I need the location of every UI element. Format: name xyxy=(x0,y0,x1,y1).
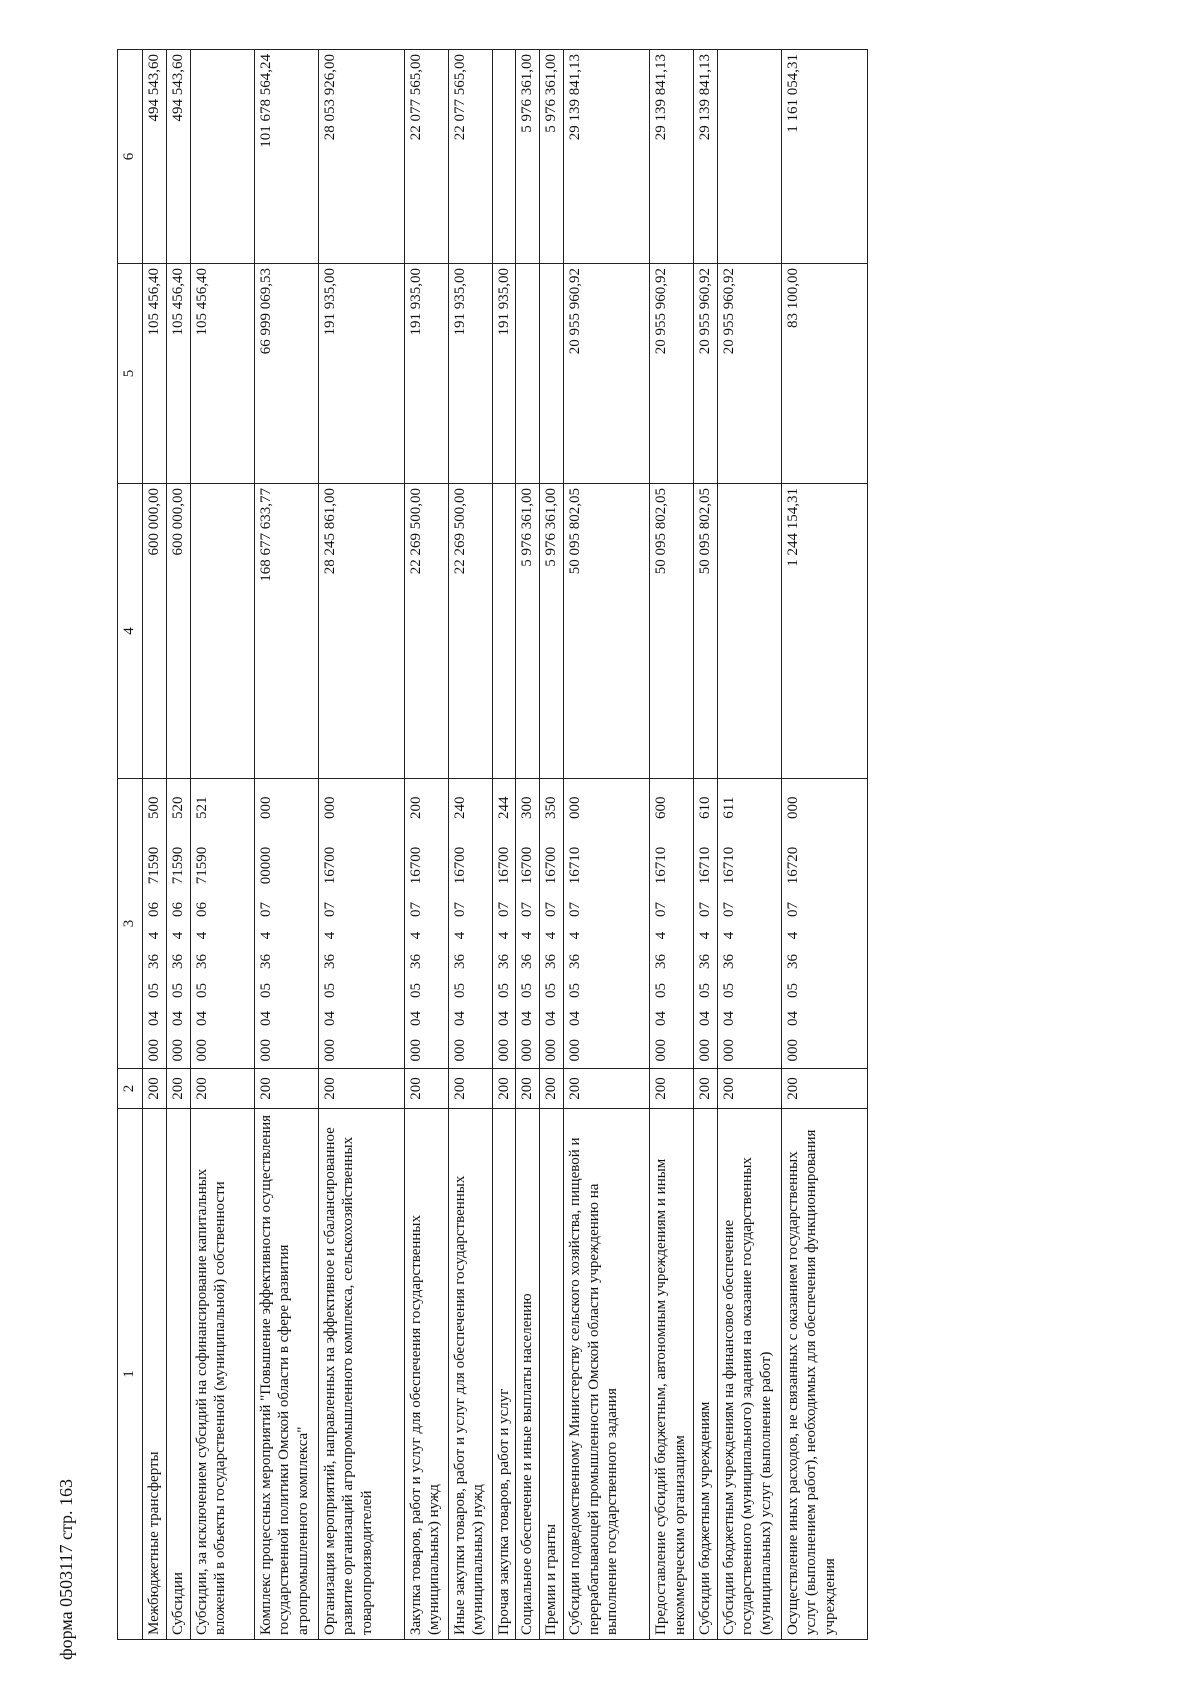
row-executed xyxy=(516,264,540,484)
col-header-unexecuted: 6 xyxy=(118,50,143,264)
row-kbk-part: 04 xyxy=(190,1005,254,1033)
row-approved: 1 244 154,31 xyxy=(781,484,867,779)
row-kbk-part: 05 xyxy=(143,977,167,1005)
row-approved: 600 000,00 xyxy=(166,484,190,779)
row-kbk-part: 05 xyxy=(516,977,540,1005)
table-row xyxy=(318,50,404,1640)
row-unexecuted: 22 077 565,00 xyxy=(404,50,448,264)
budget-execution-table xyxy=(117,49,868,1640)
row-approved: 50 095 802,05 xyxy=(693,484,717,779)
row-kbk-part: 36 xyxy=(717,947,781,977)
row-kbk-part: 07 xyxy=(448,895,492,925)
row-kbk-part: 000 xyxy=(254,1033,318,1069)
row-executed: 105 456,40 xyxy=(166,264,190,484)
row-kbk-part: 16710 xyxy=(563,837,649,895)
row-approved: 5 976 361,00 xyxy=(516,484,540,779)
row-unexecuted: 29 139 841,13 xyxy=(649,50,693,264)
row-kbk-part: 04 xyxy=(540,1005,564,1033)
row-executed: 105 456,40 xyxy=(143,264,167,484)
row-kbk-part: 07 xyxy=(563,895,649,925)
row-kbk-part: 04 xyxy=(516,1005,540,1033)
row-kbk-part: 4 xyxy=(404,925,448,947)
row-kbk-part: 04 xyxy=(693,1005,717,1033)
row-line-code: 200 xyxy=(563,1069,649,1109)
row-kbk-part: 05 xyxy=(318,977,404,1005)
col-header-kbk: 3 xyxy=(118,779,143,1069)
table-row xyxy=(717,50,781,1640)
row-line-code: 200 xyxy=(781,1069,867,1109)
row-kbk-part: 04 xyxy=(563,1005,649,1033)
row-kbk-part: 05 xyxy=(492,977,516,1005)
row-kbk-part: 16710 xyxy=(717,837,781,895)
row-approved: 600 000,00 xyxy=(143,484,167,779)
row-kbk-part: 36 xyxy=(318,947,404,977)
row-kbk-part: 4 xyxy=(563,925,649,947)
table-row xyxy=(404,50,448,1640)
row-kbk-part: 000 xyxy=(448,1033,492,1069)
row-kbk-part: 36 xyxy=(563,947,649,977)
row-kbk-part: 07 xyxy=(516,895,540,925)
row-kbk-part: 16720 xyxy=(781,837,867,895)
row-approved: 5 976 361,00 xyxy=(540,484,564,779)
row-kbk-part: 07 xyxy=(693,895,717,925)
row-kbk-part: 4 xyxy=(166,925,190,947)
row-executed: 66 999 069,53 xyxy=(254,264,318,484)
row-line-code: 200 xyxy=(143,1069,167,1109)
budget-table-sheet xyxy=(117,50,1072,1640)
row-kbk-part: 4 xyxy=(540,925,564,947)
row-executed: 20 955 960,92 xyxy=(649,264,693,484)
row-kbk-part: 000 xyxy=(492,1033,516,1069)
row-kbk-part: 07 xyxy=(540,895,564,925)
row-approved xyxy=(190,484,254,779)
row-name: Субсидии xyxy=(166,1109,190,1640)
row-kbk-part: 36 xyxy=(649,947,693,977)
row-unexecuted: 29 139 841,13 xyxy=(693,50,717,264)
row-unexecuted: 28 053 926,00 xyxy=(318,50,404,264)
row-executed: 20 955 960,92 xyxy=(563,264,649,484)
row-line-code: 200 xyxy=(717,1069,781,1109)
row-kbk-part: 07 xyxy=(717,895,781,925)
row-kbk-part: 04 xyxy=(318,1005,404,1033)
row-approved: 22 269 500,00 xyxy=(404,484,448,779)
row-kbk-part: 36 xyxy=(516,947,540,977)
col-header-name: 1 xyxy=(118,1109,143,1640)
col-header-executed: 5 xyxy=(118,264,143,484)
row-kbk-part: 06 xyxy=(143,895,167,925)
row-kbk-part: 000 xyxy=(166,1033,190,1069)
row-kbk-part: 05 xyxy=(563,977,649,1005)
row-executed: 191 935,00 xyxy=(404,264,448,484)
row-kbk-part: 4 xyxy=(143,925,167,947)
row-kbk-part: 000 xyxy=(563,779,649,837)
row-line-code: 200 xyxy=(166,1069,190,1109)
row-kbk-part: 610 xyxy=(693,779,717,837)
row-kbk-part: 4 xyxy=(516,925,540,947)
row-kbk-part: 000 xyxy=(318,1033,404,1069)
row-kbk-part: 36 xyxy=(448,947,492,977)
row-executed: 191 935,00 xyxy=(492,264,516,484)
row-executed: 20 955 960,92 xyxy=(693,264,717,484)
row-executed: 20 955 960,92 xyxy=(717,264,781,484)
table-row xyxy=(649,50,693,1640)
table-row xyxy=(143,50,167,1640)
row-executed: 83 100,00 xyxy=(781,264,867,484)
row-kbk-part: 04 xyxy=(649,1005,693,1033)
row-kbk-part: 000 xyxy=(781,779,867,837)
row-kbk-part: 16700 xyxy=(448,837,492,895)
row-kbk-part: 07 xyxy=(492,895,516,925)
row-line-code: 200 xyxy=(540,1069,564,1109)
row-kbk-part: 06 xyxy=(190,895,254,925)
row-kbk-part: 04 xyxy=(448,1005,492,1033)
row-unexecuted: 494 543,60 xyxy=(143,50,167,264)
row-kbk-part: 000 xyxy=(540,1033,564,1069)
row-kbk-part: 05 xyxy=(448,977,492,1005)
table-row xyxy=(254,50,318,1640)
row-name: Социальное обеспечение и иные выплаты населению xyxy=(516,1109,540,1640)
row-approved: 50 095 802,05 xyxy=(563,484,649,779)
row-kbk-part: 4 xyxy=(492,925,516,947)
row-kbk-part: 16710 xyxy=(649,837,693,895)
row-kbk-part: 000 xyxy=(516,1033,540,1069)
row-kbk-part: 16700 xyxy=(492,837,516,895)
row-kbk-part: 36 xyxy=(693,947,717,977)
row-unexecuted: 494 543,60 xyxy=(166,50,190,264)
row-kbk-part: 00000 xyxy=(254,837,318,895)
row-kbk-part: 06 xyxy=(166,895,190,925)
row-kbk-part: 36 xyxy=(190,947,254,977)
row-kbk-part: 04 xyxy=(143,1005,167,1033)
row-kbk-part: 07 xyxy=(318,895,404,925)
row-name: Комплекс процессных мероприятий "Повышение эффективности осуществления государственной политики Омской области в сфере развития агропромышленного комплекса" xyxy=(254,1109,318,1640)
row-approved: 28 245 861,00 xyxy=(318,484,404,779)
row-unexecuted: 5 976 361,00 xyxy=(540,50,564,264)
table-row xyxy=(563,50,649,1640)
row-kbk-part: 000 xyxy=(693,1033,717,1069)
row-line-code: 200 xyxy=(693,1069,717,1109)
row-kbk-part: 04 xyxy=(717,1005,781,1033)
row-unexecuted xyxy=(492,50,516,264)
row-kbk-part: 4 xyxy=(693,925,717,947)
row-line-code: 200 xyxy=(404,1069,448,1109)
row-kbk-part: 07 xyxy=(254,895,318,925)
row-kbk-part: 36 xyxy=(404,947,448,977)
table-row xyxy=(492,50,516,1640)
row-kbk-part: 200 xyxy=(404,779,448,837)
row-name: Субсидии бюджетным учреждениям на финансовое обеспечение государственного (муниципального) задания на оказание государственных (муниципальных) услуг (выполнение работ) xyxy=(717,1109,781,1640)
row-kbk-part: 71590 xyxy=(143,837,167,895)
row-line-code: 200 xyxy=(254,1069,318,1109)
row-line-code: 200 xyxy=(516,1069,540,1109)
row-kbk-part: 4 xyxy=(781,925,867,947)
row-kbk-part: 4 xyxy=(190,925,254,947)
row-name: Прочая закупка товаров, работ и услуг xyxy=(492,1109,516,1640)
row-kbk-part: 000 xyxy=(254,779,318,837)
header-row xyxy=(118,50,143,1640)
row-kbk-part: 520 xyxy=(166,779,190,837)
row-kbk-part: 4 xyxy=(254,925,318,947)
row-kbk-part: 71590 xyxy=(190,837,254,895)
row-name: Закупка товаров, работ и услуг для обеспечения государственных (муниципальных) нужд xyxy=(404,1109,448,1640)
row-kbk-part: 000 xyxy=(717,1033,781,1069)
row-kbk-part: 500 xyxy=(143,779,167,837)
row-kbk-part: 4 xyxy=(318,925,404,947)
row-unexecuted xyxy=(717,50,781,264)
row-kbk-part: 05 xyxy=(717,977,781,1005)
table-body xyxy=(143,50,868,1640)
row-name: Предоставление субсидий бюджетным, автономным учреждениям и иным некоммерческим организациям xyxy=(649,1109,693,1640)
row-kbk-part: 05 xyxy=(649,977,693,1005)
row-kbk-part: 36 xyxy=(254,947,318,977)
row-unexecuted: 1 161 054,31 xyxy=(781,50,867,264)
row-kbk-part: 300 xyxy=(516,779,540,837)
row-kbk-part: 04 xyxy=(404,1005,448,1033)
row-line-code: 200 xyxy=(190,1069,254,1109)
row-kbk-part: 36 xyxy=(540,947,564,977)
row-kbk-part: 000 xyxy=(649,1033,693,1069)
row-kbk-part: 05 xyxy=(190,977,254,1005)
row-kbk-part: 000 xyxy=(318,779,404,837)
row-unexecuted: 22 077 565,00 xyxy=(448,50,492,264)
row-kbk-part: 000 xyxy=(563,1033,649,1069)
row-name: Субсидии бюджетным учреждениям xyxy=(693,1109,717,1640)
row-name: Осуществление иных расходов, не связанных с оказанием государственных услуг (выполнением работ), необходимых для обеспечения функционирования учреждения xyxy=(781,1109,867,1640)
row-kbk-part: 05 xyxy=(166,977,190,1005)
table-row xyxy=(166,50,190,1640)
row-line-code: 200 xyxy=(448,1069,492,1109)
row-kbk-part: 04 xyxy=(781,1005,867,1033)
row-kbk-part: 244 xyxy=(492,779,516,837)
row-executed: 105 456,40 xyxy=(190,264,254,484)
row-unexecuted: 29 139 841,13 xyxy=(563,50,649,264)
row-kbk-part: 71590 xyxy=(166,837,190,895)
row-kbk-part: 16700 xyxy=(404,837,448,895)
row-kbk-part: 05 xyxy=(693,977,717,1005)
row-kbk-part: 4 xyxy=(717,925,781,947)
row-line-code: 200 xyxy=(492,1069,516,1109)
table-row xyxy=(448,50,492,1640)
row-name: Межбюджетные трансферты xyxy=(143,1109,167,1640)
row-kbk-part: 36 xyxy=(492,947,516,977)
row-kbk-part: 36 xyxy=(781,947,867,977)
row-kbk-part: 350 xyxy=(540,779,564,837)
row-kbk-part: 000 xyxy=(190,1033,254,1069)
row-kbk-part: 4 xyxy=(649,925,693,947)
row-kbk-part: 05 xyxy=(781,977,867,1005)
row-kbk-part: 000 xyxy=(781,1033,867,1069)
row-name: Субсидии подведомственному Министерству сельского хозяйства, пищевой и перерабатывающей промышленности Омской области учреждению на выполнение государственного задания xyxy=(563,1109,649,1640)
row-kbk-part: 07 xyxy=(781,895,867,925)
row-kbk-part: 04 xyxy=(166,1005,190,1033)
row-unexecuted: 5 976 361,00 xyxy=(516,50,540,264)
col-header-approved: 4 xyxy=(118,484,143,779)
row-approved: 168 677 633,77 xyxy=(254,484,318,779)
row-line-code: 200 xyxy=(649,1069,693,1109)
row-unexecuted: 101 678 564,24 xyxy=(254,50,318,264)
row-kbk-part: 521 xyxy=(190,779,254,837)
row-approved: 22 269 500,00 xyxy=(448,484,492,779)
row-kbk-part: 16700 xyxy=(540,837,564,895)
row-kbk-part: 36 xyxy=(166,947,190,977)
row-kbk-part: 36 xyxy=(143,947,167,977)
row-name: Премии и гранты xyxy=(540,1109,564,1640)
row-name: Иные закупки товаров, работ и услуг для обеспечения государственных (муниципальных) нужд xyxy=(448,1109,492,1640)
table-row xyxy=(693,50,717,1640)
row-kbk-part: 000 xyxy=(404,1033,448,1069)
table-row xyxy=(516,50,540,1640)
row-kbk-part: 600 xyxy=(649,779,693,837)
row-kbk-part: 05 xyxy=(404,977,448,1005)
row-approved: 50 095 802,05 xyxy=(649,484,693,779)
row-kbk-part: 000 xyxy=(143,1033,167,1069)
row-kbk-part: 611 xyxy=(717,779,781,837)
row-kbk-part: 16700 xyxy=(318,837,404,895)
row-approved xyxy=(492,484,516,779)
row-executed: 191 935,00 xyxy=(448,264,492,484)
table-row xyxy=(781,50,867,1640)
row-kbk-part: 07 xyxy=(404,895,448,925)
row-unexecuted xyxy=(190,50,254,264)
table-row xyxy=(540,50,564,1640)
form-page-label: форма 0503117 стр. 163 xyxy=(56,1478,76,1660)
col-header-code: 2 xyxy=(118,1069,143,1109)
row-line-code: 200 xyxy=(318,1069,404,1109)
row-kbk-part: 4 xyxy=(448,925,492,947)
row-kbk-part: 05 xyxy=(540,977,564,1005)
row-kbk-part: 240 xyxy=(448,779,492,837)
row-name: Субсидии, за исключением субсидий на софинансирование капитальных вложений в объекты государственной (муниципальной) собственности xyxy=(190,1109,254,1640)
row-kbk-part: 16700 xyxy=(516,837,540,895)
row-kbk-part: 05 xyxy=(254,977,318,1005)
row-executed xyxy=(540,264,564,484)
row-name: Организация мероприятий, направленных на эффективное и сбалансированное развитие организаций агропромышленного комплекса, сельскохозяйственных товаропроизводителей xyxy=(318,1109,404,1640)
row-kbk-part: 04 xyxy=(254,1005,318,1033)
row-kbk-part: 16710 xyxy=(693,837,717,895)
table-row xyxy=(190,50,254,1640)
row-kbk-part: 04 xyxy=(492,1005,516,1033)
row-kbk-part: 07 xyxy=(649,895,693,925)
row-approved xyxy=(717,484,781,779)
row-executed: 191 935,00 xyxy=(318,264,404,484)
